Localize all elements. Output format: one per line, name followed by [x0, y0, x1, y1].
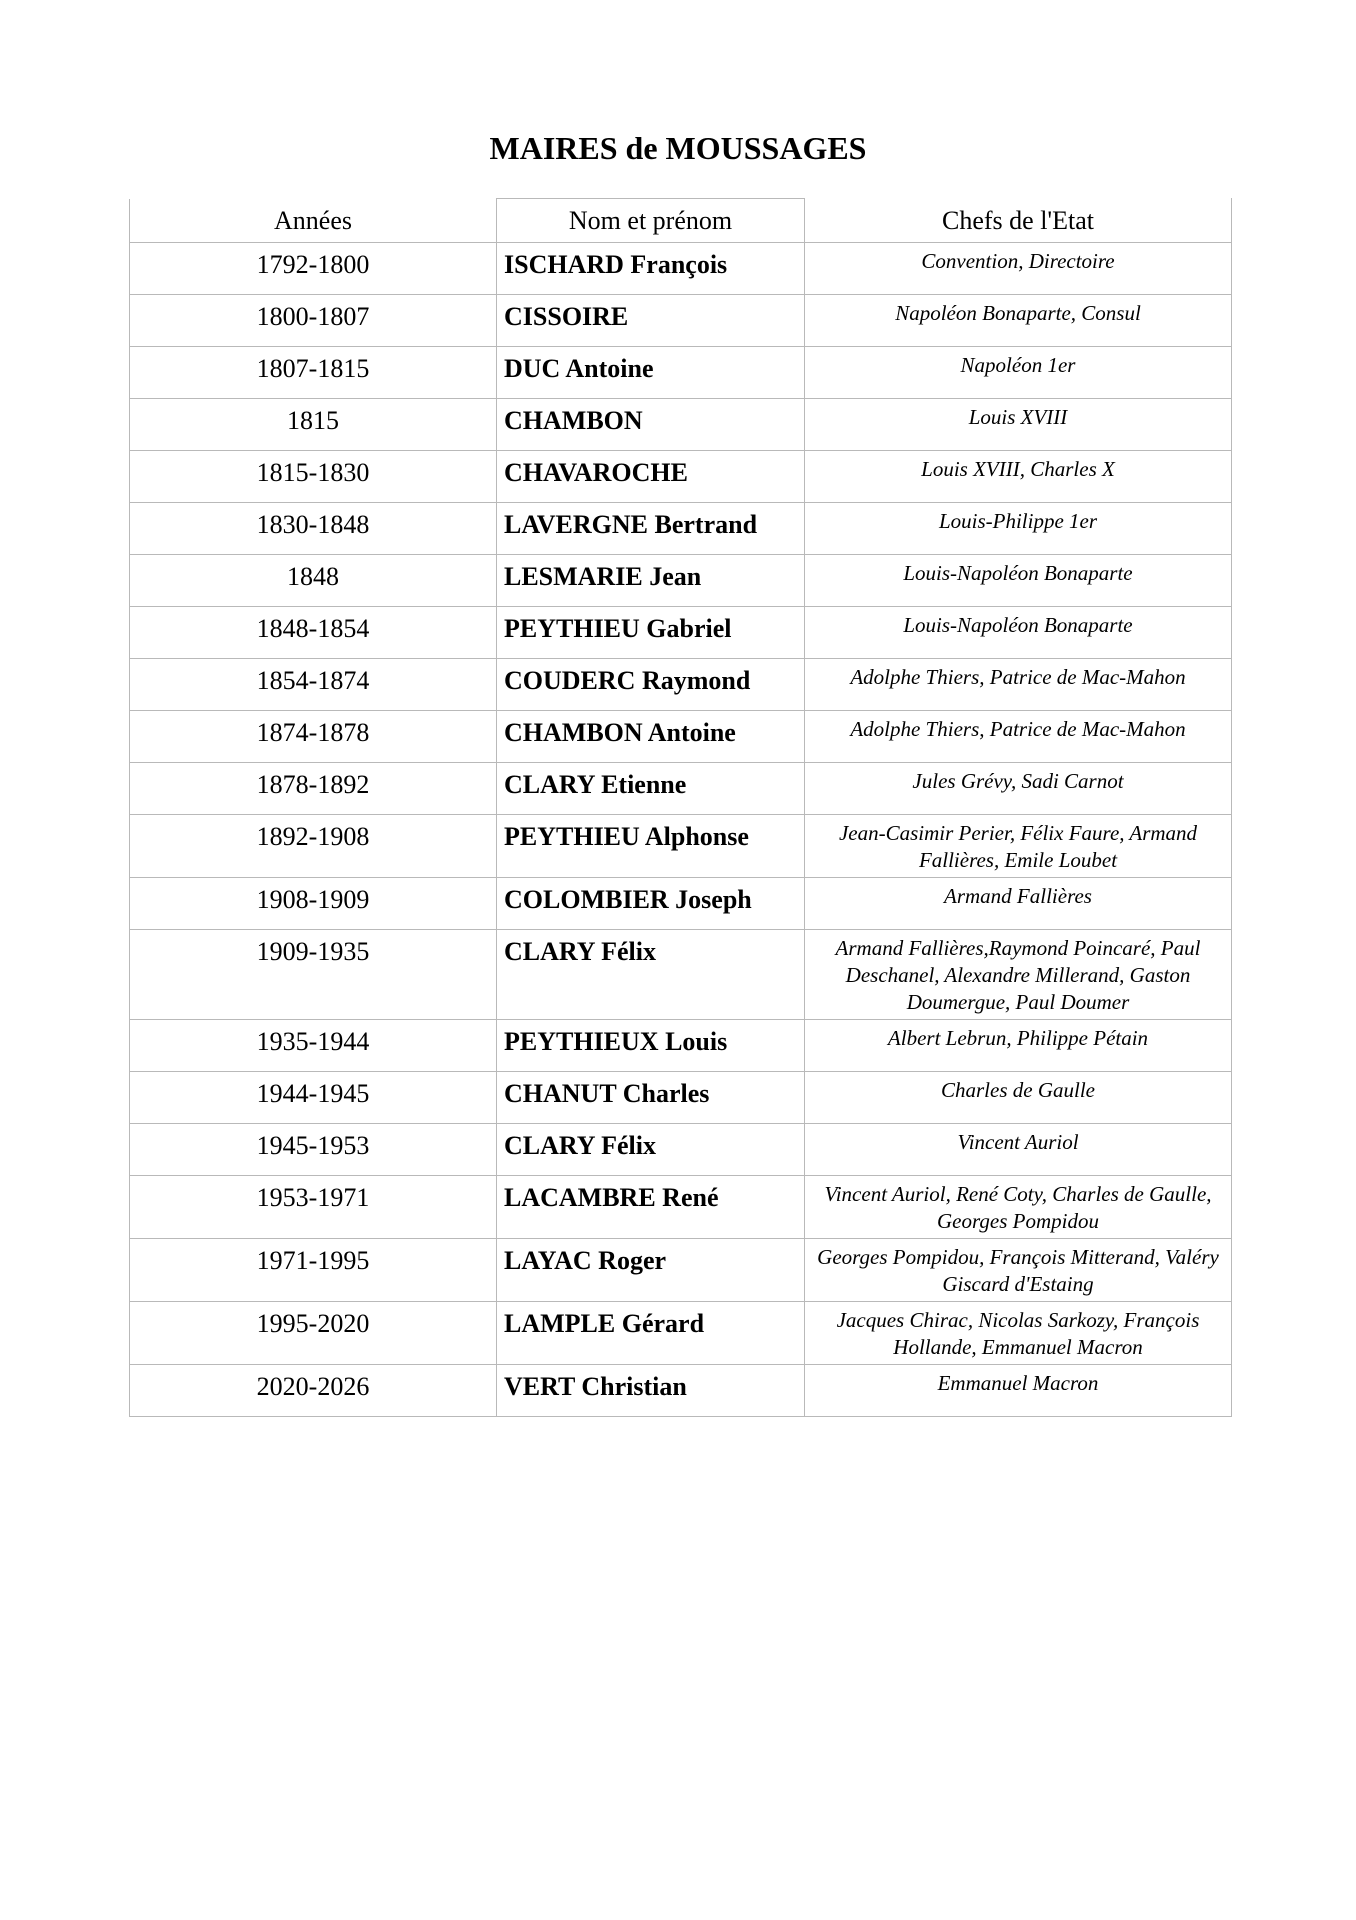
table-header-row [130, 199, 1232, 243]
row-mayor-name: LAMPLE Gérard [497, 1302, 805, 1365]
row-heads-of-state: Adolphe Thiers, Patrice de Mac-Mahon [805, 711, 1232, 763]
row-mayor-name: CISSOIRE [497, 295, 805, 347]
page-title: MAIRES de MOUSSAGES [489, 130, 867, 166]
row-heads-of-state: Napoléon 1er [805, 347, 1232, 399]
table-row [130, 1239, 1232, 1302]
row-mayor-name: CHAMBON Antoine [497, 711, 805, 763]
row-mayor-name: CLARY Etienne [497, 763, 805, 815]
row-heads-of-state: Jules Grévy, Sadi Carnot [805, 763, 1232, 815]
row-mayor-name: COLOMBIER Joseph [497, 878, 805, 930]
row-heads-of-state: Jean-Casimir Perier, Félix Faure, Armand Fallières, Emile Loubet [805, 815, 1232, 878]
table-row [130, 555, 1232, 607]
table-row [130, 243, 1232, 295]
row-years: 1848 [130, 555, 497, 607]
row-years: 1995-2020 [130, 1302, 497, 1365]
row-mayor-name: ISCHARD François [497, 243, 805, 295]
row-mayor-name: CLARY Félix [497, 930, 805, 1020]
row-mayor-name: CHAVAROCHE [497, 451, 805, 503]
table-row [130, 1020, 1232, 1072]
row-heads-of-state: Charles de Gaulle [805, 1072, 1232, 1124]
mayors-table [129, 198, 1232, 1417]
table-row [130, 763, 1232, 815]
row-heads-of-state: Convention, Directoire [805, 243, 1232, 295]
row-years: 1935-1944 [130, 1020, 497, 1072]
row-heads-of-state: Vincent Auriol, René Coty, Charles de Gaulle, Georges Pompidou [805, 1176, 1232, 1239]
row-mayor-name: LESMARIE Jean [497, 555, 805, 607]
row-mayor-name: VERT Christian [497, 1365, 805, 1417]
row-mayor-name: CLARY Félix [497, 1124, 805, 1176]
row-years: 2020-2026 [130, 1365, 497, 1417]
row-heads-of-state: Armand Fallières,Raymond Poincaré, Paul Deschanel, Alexandre Millerand, Gaston Doumergue, Paul Doumer [805, 930, 1232, 1020]
row-heads-of-state: Adolphe Thiers, Patrice de Mac-Mahon [805, 659, 1232, 711]
row-years: 1944-1945 [130, 1072, 497, 1124]
table-row [130, 295, 1232, 347]
table-row [130, 1176, 1232, 1239]
row-years: 1815 [130, 399, 497, 451]
row-mayor-name: COUDERC Raymond [497, 659, 805, 711]
row-heads-of-state: Louis-Napoléon Bonaparte [805, 607, 1232, 659]
table-row [130, 659, 1232, 711]
row-years: 1908-1909 [130, 878, 497, 930]
row-years: 1815-1830 [130, 451, 497, 503]
table-row [130, 1302, 1232, 1365]
row-heads-of-state: Louis-Philippe 1er [805, 503, 1232, 555]
table-row [130, 815, 1232, 878]
row-years: 1971-1995 [130, 1239, 497, 1302]
header-heads-of-state: Chefs de l'Etat [805, 199, 1232, 243]
header-years: Années [130, 199, 497, 243]
row-heads-of-state: Louis XVIII, Charles X [805, 451, 1232, 503]
row-years: 1854-1874 [130, 659, 497, 711]
row-years: 1830-1848 [130, 503, 497, 555]
table-row [130, 1072, 1232, 1124]
row-mayor-name: DUC Antoine [497, 347, 805, 399]
row-mayor-name: PEYTHIEU Alphonse [497, 815, 805, 878]
table-row [130, 711, 1232, 763]
row-mayor-name: CHANUT Charles [497, 1072, 805, 1124]
row-heads-of-state: Vincent Auriol [805, 1124, 1232, 1176]
table-row [130, 347, 1232, 399]
row-years: 1945-1953 [130, 1124, 497, 1176]
row-years: 1878-1892 [130, 763, 497, 815]
table-row [130, 399, 1232, 451]
header-name: Nom et prénom [497, 199, 805, 243]
row-years: 1892-1908 [130, 815, 497, 878]
table-row [130, 1124, 1232, 1176]
row-heads-of-state: Napoléon Bonaparte, Consul [805, 295, 1232, 347]
table-row [130, 607, 1232, 659]
row-heads-of-state: Louis XVIII [805, 399, 1232, 451]
row-mayor-name: PEYTHIEU Gabriel [497, 607, 805, 659]
row-heads-of-state: Louis-Napoléon Bonaparte [805, 555, 1232, 607]
row-heads-of-state: Albert Lebrun, Philippe Pétain [805, 1020, 1232, 1072]
table-row [130, 1365, 1232, 1417]
table-row [130, 878, 1232, 930]
table-row [130, 503, 1232, 555]
row-years: 1807-1815 [130, 347, 497, 399]
row-years: 1792-1800 [130, 243, 497, 295]
row-mayor-name: LAVERGNE Bertrand [497, 503, 805, 555]
row-heads-of-state: Jacques Chirac, Nicolas Sarkozy, François Hollande, Emmanuel Macron [805, 1302, 1232, 1365]
row-mayor-name: LAYAC Roger [497, 1239, 805, 1302]
row-heads-of-state: Georges Pompidou, François Mitterand, Valéry Giscard d'Estaing [805, 1239, 1232, 1302]
table-row [130, 930, 1232, 1020]
row-years: 1848-1854 [130, 607, 497, 659]
row-years: 1800-1807 [130, 295, 497, 347]
table-row [130, 451, 1232, 503]
row-heads-of-state: Armand Fallières [805, 878, 1232, 930]
row-heads-of-state: Emmanuel Macron [805, 1365, 1232, 1417]
row-mayor-name: PEYTHIEUX Louis [497, 1020, 805, 1072]
row-mayor-name: LACAMBRE René [497, 1176, 805, 1239]
row-mayor-name: CHAMBON [497, 399, 805, 451]
row-years: 1874-1878 [130, 711, 497, 763]
row-years: 1909-1935 [130, 930, 497, 1020]
row-years: 1953-1971 [130, 1176, 497, 1239]
